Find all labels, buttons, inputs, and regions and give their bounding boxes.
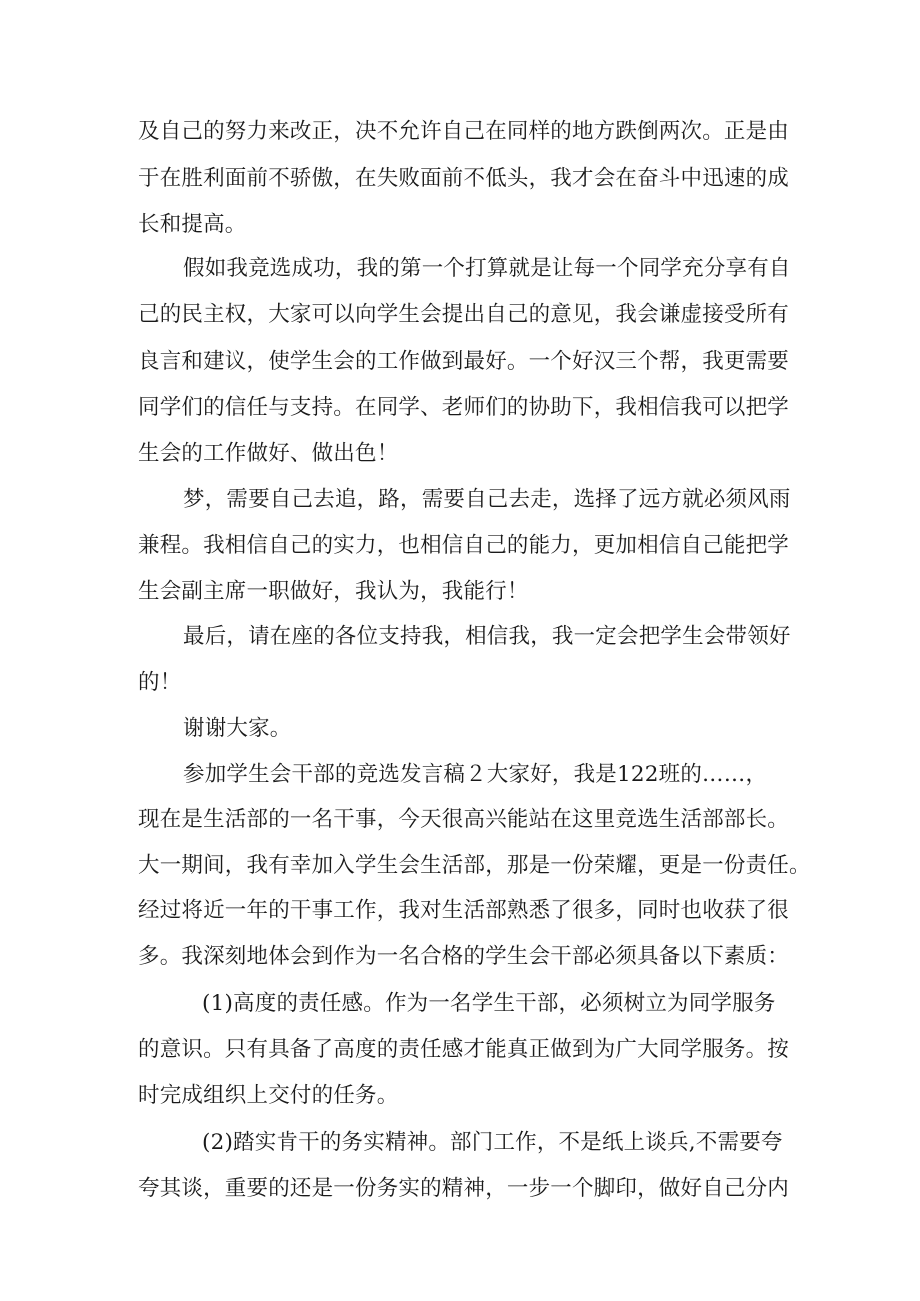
text-line: 兼程。我相信自己的实力，也相信自己的能力，更加相信自己能把学 (138, 533, 790, 558)
text-line: 于在胜利面前不骄傲，在失败面前不低头，我才会在奋斗中迅速的成 (138, 166, 790, 191)
text-line: 及自己的努力来改正，决不允许自己在同样的地方跌倒两次。正是由 (138, 119, 790, 144)
text-line: 的意识。只有具备了高度的责任感才能真正做到为广大同学服务。按 (138, 1037, 790, 1062)
text-line: 同学们的信任与支持。在同学、老师们的协助下，我相信我可以把学 (138, 395, 790, 420)
text-line: 生会的工作做好、做出色！ (138, 441, 399, 466)
section-heading-line: 参加学生会干部的竞选发言稿２大家好，我是122班的……， (183, 762, 768, 787)
text-line: 时完成组织上交付的任务。 (138, 1083, 399, 1108)
text-line: 己的民主权，大家可以向学生会提出自己的意见，我会谦虚接受所有 (138, 302, 790, 327)
text-line: 长和提高。 (138, 212, 247, 237)
text-line: 生会副主席一职做好，我认为，我能行！ (138, 579, 529, 604)
list-item-line: (1)高度的责任感。作为一名学生干部，必须树立为同学服务 (202, 991, 776, 1016)
text-line: 良言和建议，使学生会的工作做到最好。一个好汉三个帮，我更需要 (138, 349, 790, 374)
text-line: 夸其谈，重要的还是一份务实的精神，一步一个脚印，做好自己分内 (138, 1176, 790, 1201)
paragraph-first-line: 最后，请在座的各位支持我，相信我，我一定会把学生会带领好 (183, 624, 791, 649)
paragraph-first-line: 假如我竞选成功，我的第一个打算就是让每一个同学充分享有自 (183, 256, 791, 281)
text-line: 的！ (138, 670, 182, 695)
text-line: 多。我深刻地体会到作为一名合格的学生会干部必须具备以下素质： (138, 944, 790, 969)
text-line: 经过将近一年的干事工作，我对生活部熟悉了很多，同时也收获了很 (138, 898, 790, 923)
list-item-line: (2)踏实肯干的务实精神。部门工作，不是纸上谈兵,不需要夸 (202, 1130, 783, 1155)
text-line: 现在是生活部的一名干事，今天很高兴能站在这里竞选生活部部长。 (138, 807, 790, 832)
text-line: 大一期间，我有幸加入学生会生活部，那是一份荣耀，更是一份责任。 (138, 853, 811, 878)
paragraph-first-line: 谢谢大家。 (183, 716, 292, 741)
paragraph-first-line: 梦，需要自己去追，路，需要自己去走，选择了远方就必须风雨 (183, 487, 791, 512)
